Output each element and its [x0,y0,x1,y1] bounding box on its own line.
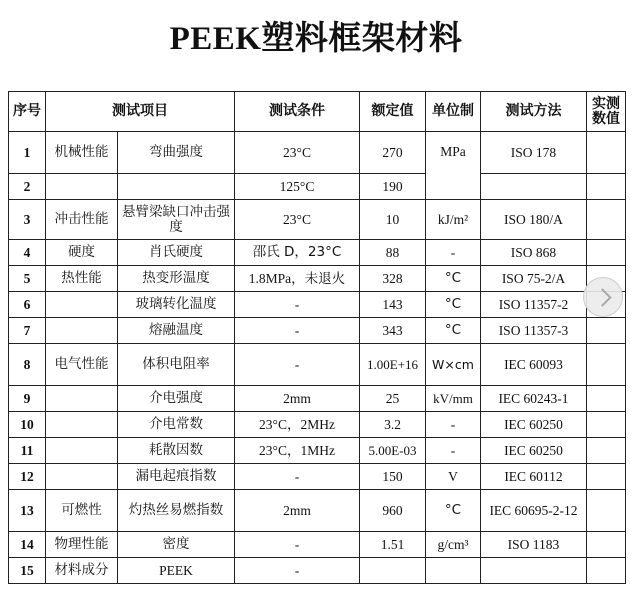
spec-table [8,91,626,584]
method-cell [481,174,587,200]
value-cell: 328 [360,266,426,292]
condition-cell: - [235,558,360,584]
item-cell: 漏电起痕指数 [118,464,235,490]
row-number: 2 [9,174,46,200]
item-cell: PEEK [118,558,235,584]
unit-cell: kJ/m² [426,200,481,240]
condition-cell: 23°C，2MHz [235,412,360,438]
method-cell: ISO 11357-2 [481,292,587,318]
row-number: 4 [9,240,46,266]
header-no: 序号 [9,92,46,132]
method-cell: ISO 1183 [481,532,587,558]
category-cell [46,412,118,438]
measured-cell [587,240,626,266]
table-row [9,200,626,240]
item-cell: 热变形温度 [118,266,235,292]
table-row [9,464,626,490]
method-cell: ISO 180/A [481,200,587,240]
method-cell: IEC 60695-2-12 [481,490,587,532]
table-row [9,174,626,200]
measured-cell [587,344,626,386]
item-cell: 灼热丝易燃指数 [118,490,235,532]
category-cell: 机械性能 [46,132,118,174]
condition-cell: 23°C [235,132,360,174]
method-cell: IEC 60093 [481,344,587,386]
unit-cell: - [426,438,481,464]
row-number: 8 [9,344,46,386]
measured-cell [587,412,626,438]
item-cell: 悬臂梁缺口冲击强度 [118,200,235,240]
unit-cell [426,558,481,584]
condition-cell: - [235,292,360,318]
row-number: 11 [9,438,46,464]
item-cell: 介电常数 [118,412,235,438]
value-cell: 343 [360,318,426,344]
row-number: 3 [9,200,46,240]
table-row [9,438,626,464]
category-cell [46,292,118,318]
header-unit: 单位制 [426,92,481,132]
category-cell [46,174,118,200]
unit-cell: - [426,412,481,438]
method-cell: IEC 60250 [481,412,587,438]
method-cell [481,558,587,584]
value-cell: 190 [360,174,426,200]
category-cell: 材料成分 [46,558,118,584]
condition-cell: 2mm [235,490,360,532]
table-row [9,344,626,386]
value-cell: 3.2 [360,412,426,438]
value-cell: 143 [360,292,426,318]
table-row [9,558,626,584]
measured-cell [587,386,626,412]
row-number: 13 [9,490,46,532]
header-rated-value: 额定值 [360,92,426,132]
table-row [9,132,626,174]
condition-cell: 23°C [235,200,360,240]
value-cell [360,558,426,584]
category-cell: 电气性能 [46,344,118,386]
value-cell: 1.51 [360,532,426,558]
row-number: 10 [9,412,46,438]
row-number: 9 [9,386,46,412]
value-cell: 25 [360,386,426,412]
item-cell: 肖氏硬度 [118,240,235,266]
page-title: PEEK塑料框架材料 [169,21,463,57]
unit-cell: - [426,240,481,266]
category-cell [46,438,118,464]
item-cell: 介电强度 [118,386,235,412]
table-row [9,490,626,532]
row-number: 15 [9,558,46,584]
value-cell: 5.00E-03 [360,438,426,464]
condition-cell: 23°C，1MHz [235,438,360,464]
condition-cell: 125°C [235,174,360,200]
item-cell: 熔融温度 [118,318,235,344]
next-page-button[interactable] [583,277,623,317]
measured-cell [587,132,626,174]
item-cell: 密度 [118,532,235,558]
unit-cell: °C [426,266,481,292]
method-cell: ISO 75-2/A [481,266,587,292]
condition-cell: 邵氏 D，23°C [235,240,360,266]
unit-cell: MPa [426,132,481,200]
item-cell: 弯曲强度 [118,132,235,174]
condition-cell: - [235,318,360,344]
item-cell: 耗散因数 [118,438,235,464]
method-cell: IEC 60112 [481,464,587,490]
item-cell: 玻璃转化温度 [118,292,235,318]
method-cell: IEC 60243-1 [481,386,587,412]
measured-cell [587,318,626,344]
table-row [9,532,626,558]
unit-cell: W×cm [426,344,481,386]
header-method: 测试方法 [481,92,587,132]
condition-cell: - [235,464,360,490]
table-row [9,318,626,344]
condition-cell: - [235,344,360,386]
unit-cell: kV/mm [426,386,481,412]
header-condition: 测试条件 [235,92,360,132]
row-number: 14 [9,532,46,558]
category-cell [46,386,118,412]
method-cell: ISO 868 [481,240,587,266]
unit-cell: °C [426,292,481,318]
row-number: 7 [9,318,46,344]
item-cell: 体积电阻率 [118,344,235,386]
value-cell: 88 [360,240,426,266]
category-cell [46,318,118,344]
row-number: 5 [9,266,46,292]
unit-cell: g/cm³ [426,532,481,558]
value-cell: 270 [360,132,426,174]
measured-cell [587,200,626,240]
measured-cell [587,438,626,464]
measured-cell [587,532,626,558]
header-row [9,92,626,132]
category-cell [46,464,118,490]
table-row [9,386,626,412]
category-cell: 硬度 [46,240,118,266]
header-item: 测试项目 [46,92,235,132]
measured-cell [587,464,626,490]
unit-cell: °C [426,318,481,344]
value-cell: 150 [360,464,426,490]
measured-cell [587,174,626,200]
value-cell: 1.00E+16 [360,344,426,386]
condition-cell: 1.8MPa，未退火 [235,266,360,292]
header-measured: 实测数值 [587,92,626,132]
table-row [9,412,626,438]
condition-cell: 2mm [235,386,360,412]
category-cell: 热性能 [46,266,118,292]
method-cell: ISO 11357-3 [481,318,587,344]
item-cell [118,174,235,200]
category-cell: 物理性能 [46,532,118,558]
row-number: 6 [9,292,46,318]
measured-cell [587,490,626,532]
row-number: 12 [9,464,46,490]
table-row [9,240,626,266]
category-cell: 冲击性能 [46,200,118,240]
measured-cell [587,558,626,584]
unit-cell: °C [426,490,481,532]
value-cell: 960 [360,490,426,532]
category-cell: 可燃性 [46,490,118,532]
condition-cell: - [235,532,360,558]
method-cell: ISO 178 [481,132,587,174]
value-cell: 10 [360,200,426,240]
row-number: 1 [9,132,46,174]
method-cell: IEC 60250 [481,438,587,464]
table-row [9,266,626,292]
table-row [9,292,626,318]
unit-cell: V [426,464,481,490]
